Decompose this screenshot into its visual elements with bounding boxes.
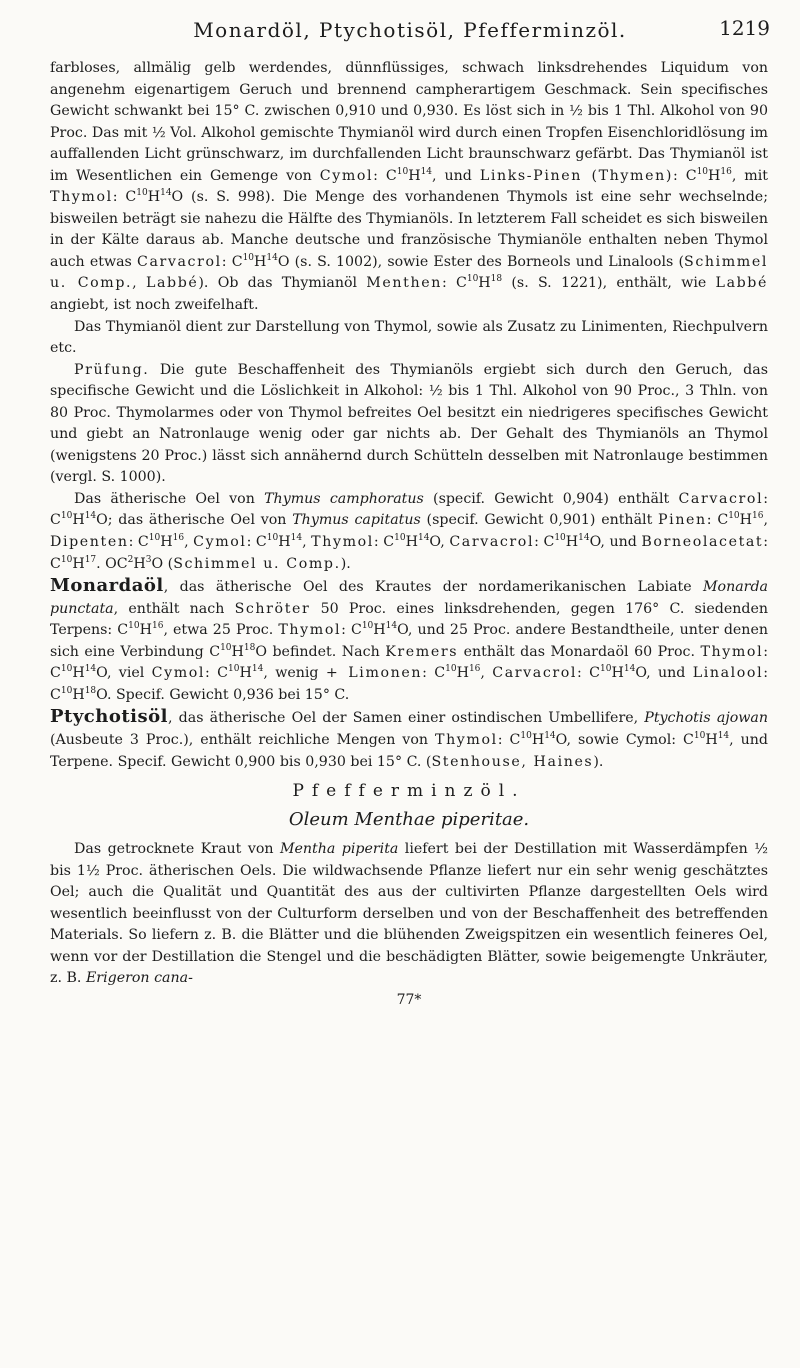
signature-mark: 77* — [396, 991, 422, 1008]
paragraph-thymus-species: Das ätherische Oel von Thymus camphoratus (specif. Gewicht 0,904) enthält Carvacrol: $C^{10}H^{14}O$; das ätherische Oel von Thymus capitatus (specif. Gewicht 0,901) enthält Pinen: $C^{10}H^{16}$, Dipenten: $C^{10}H^{16}$, Cymol: $C^{10}H^{14}$, Thymol: $C^{10}H^{14}O$, Carvacrol: $C^{10}H^{14}O$, und Borneolacetat: $C^{10}H^{17}$. $OC^2H^3O$ (Schimmel u. Comp.). — [50, 490, 769, 572]
page-body — [50, 58, 768, 1010]
pruefung-label: Prüfung. — [74, 361, 150, 378]
paragraph-thymianoel: farbloses, allmälig gelb werdendes, dünnflüssiges, schwach linksdrehendes Liquidum von angenehm eigenartigem Geruch und brennend campherartigem Geschmack. Sein specifisches Gewicht schwankt bei 15° C. zwischen 0,910 und 0,930. Es löst sich in ½ bis 1 Thl. Alkohol von 90 Proc. Das mit ½ Vol. Alkohol gemischte Thymianöl wird durch einen Tropfen Eisenchloridlösung im auffallenden Licht grünschwarz, im durchfallenden Licht braunschwarz gefärbt. Das Thymianöl ist im Wesentlichen ein Gemenge von Cymol: $C^{10}H^{14}$, und Links-Pinen (Thymen): $C^{10}H^{16}$, mit Thymol: $C^{10}H^{14}O$ (s. S. 998). Die Menge des vorhandenen Thymols ist eine sehr wechselnde; bisweilen beträgt sie nahezu die Hälfte des Thymianöls. In letzterem Fall scheidet es sich bisweilen in der Kälte daraus ab. Manche deutsche und französische Thymianöle enthalten neben Thymol auch etwas Carvacrol: $C^{10}H^{14}O$ (s. S. 1002), sowie Ester des Borneols und Linalools (Schimmel u. Comp., Labbé). Ob das Thymianöl Menthen: $C^{10}H^{18}$ (s. S. 1221), enthält, wie Labbé angiebt, ist noch zweifelhaft. — [50, 60, 769, 314]
page-number: 1219 — [719, 16, 770, 40]
running-title: Monardöl, Ptychotisöl, Pfefferminzöl. — [193, 18, 627, 42]
paragraph-monardaoel: Monardaöl, das ätherische Oel des Krautes der nordamerikanischen Labiate Monarda punctata, enthält nach Schröter 50 Proc. eines linksdrehenden, gegen 176° C. siedenden Terpens: $C^{10}H^{16}$, etwa 25 Proc. Thymol: $C^{10}H^{14}O$, und 25 Proc. andere Bestandtheile, unter denen sich eine Verbindung $C^{10}H^{18}O$ befindet. Nach Kremers enthält das Monardaöl 60 Proc. Thymol: $C^{10}H^{14}O$, viel Cymol: $C^{10}H^{14}$, wenig + Limonen: $C^{10}H^{16}$, Carvacrol: $C^{10}H^{14}O$, und Linalool: $C^{10}H^{18}O$. Specif. Gewicht 0,936 bei 15° C. — [50, 575, 768, 703]
paragraph-ptychotisoel: Ptychotisöl, das ätherische Oel der Samen einer ostindischen Umbellifere, Ptychotis ajowan (Ausbeute 3 Proc.), enthält reichliche Mengen von Thymol: $C^{10}H^{14}O$, sowie Cymol: $C^{10}H^{14}$, und Terpene. Specif. Gewicht 0,900 bis 0,930 bei 15° C. (Stenhouse, Haines). — [50, 706, 768, 770]
paragraph-usage: Das Thymianöl dient zur Darstellung von Thymol, sowie als Zusatz zu Linimenten, Riechpulvern etc. — [50, 318, 768, 357]
running-header — [50, 10, 770, 50]
paragraph-pfefferminzoel: Das getrocknete Kraut von Mentha piperita liefert bei der Destillation mit Wasserdämpfen ½ bis 1½ Proc. ätherischen Oels. Die wildwachsende Pflanze liefert nur ein sehr wenig geschätztes Oel; auch die Qualität und Quantität des aus der cultivirten Pflanze dargestellten Oels wird wesentlich beeinflusst von der Culturform derselben und von der Beschaffenheit des betreffenden Materials. So liefern z. B. die Blätter und die blühenden Zweigspitzen ein wesentlich feineres Oel, wenn vor der Destillation die Stengel und die beschädigten Blätter, sowie beigemengte Unkräuter, z. B. Erigeron cana- — [50, 841, 768, 987]
section-subtitle: Oleum Menthae piperitae. — [288, 809, 530, 831]
paragraph-pruefung: Prüfung. Die gute Beschaffenheit des Thymianöls ergiebt sich durch den Geruch, das specifische Gewicht und die Löslichkeit in Alkohol: ½ bis 1 Thl. Alkohol von 90 Proc., 3 Thln. von 80 Proc. Thymolarmes oder von Thymol befreites Oel besitzt ein niedrigeres specifisches Gewicht und giebt an Natronlauge wenig oder gar nichts ab. Der Gehalt des Thymianöls an Thymol (wenigstens 20 Proc.) lässt sich annähernd durch Schütteln desselben mit Natronlauge bestimmen (vergl. S. 1000). — [50, 361, 768, 486]
section-title: Pfefferminzöl. — [292, 781, 526, 802]
ptychotisoel-title: Ptychotisöl — [50, 706, 168, 728]
monardaoel-title: Monardaöl — [50, 575, 164, 597]
